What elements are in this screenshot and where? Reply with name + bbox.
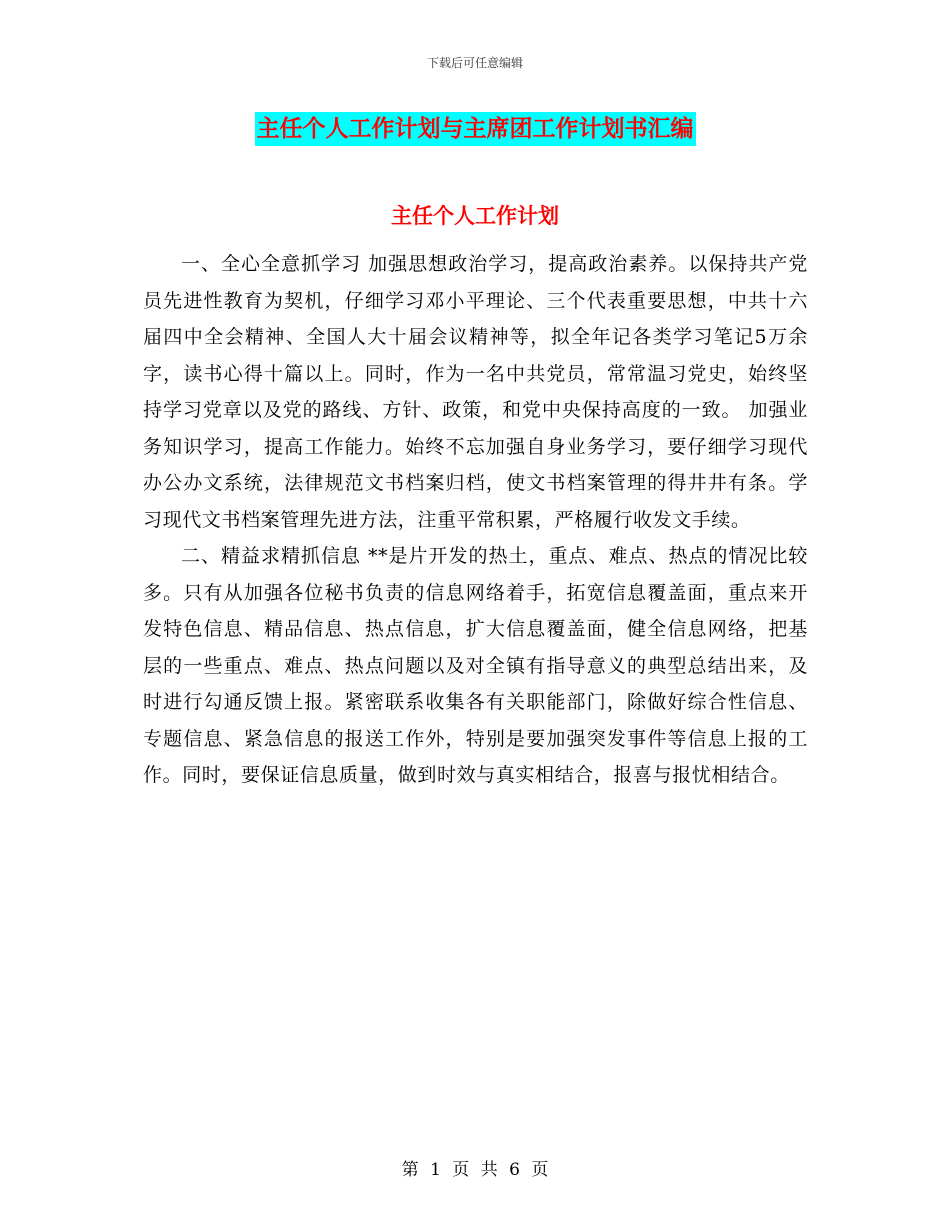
- section-title: 主任个人工作计划: [391, 204, 559, 228]
- main-title: 主任个人工作计划与主席团工作计划书汇编: [255, 112, 696, 146]
- document-body: [143, 246, 808, 794]
- header-note: 下载后可任意编辑: [426, 56, 523, 70]
- paragraph-2: 二、精益求精抓信息 **是片开发的热土，重点、难点、热点的情况比较多。只有从加强各位秘书负责的信息网络着手，拓宽信息覆盖面，重点来开发特色信息、精品信息、热点信息，扩大信息覆盖面，健全信息网络，把基层的一些重点、难点、热点问题以及对全镇有指导意义的典型总结出来，及时进行勾通反馈上报。紧密联系收集各有关职能部门，除做好综合性信息、专题信息、紧急信息的报送工作外，特别是要加强突发事件等信息上报的工作。同时，要保证信息质量，做到时效与真实相结合，报喜与报忧相结合。: [143, 545, 808, 786]
- page-number-footer: 第 1 页 共 6 页: [401, 1160, 549, 1180]
- paragraph-1: 一、全心全意抓学习 加强思想政治学习，提高政治素养。以保持共产党员先进性教育为契机，仔细学习邓小平理论、三个代表重要思想，中共十六届四中全会精神、全国人大十届会议精神等，拟全年记各类学习笔记5万余字，读书心得十篇以上。同时，作为一名中共党员，常常温习党史，始终坚持学习党章以及党的路线、方针、政策，和党中央保持高度的一致。 加强业务知识学习，提高工作能力。始终不忘加强自身业务学习，要仔细学习现代办公办文系统，法律规范文书档案归档，使文书档案管理的得井井有条。学习现代文书档案管理先进方法，注重平常积累，严格履行收发文手续。: [143, 253, 808, 531]
- main-title-container: [0, 112, 950, 146]
